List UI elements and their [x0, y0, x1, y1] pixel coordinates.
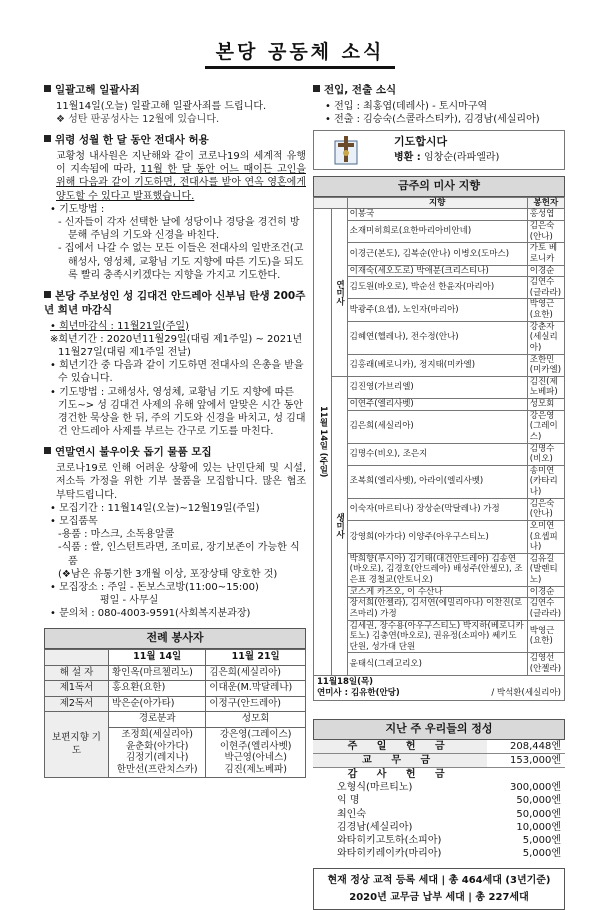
- square-bullet-icon: [44, 135, 51, 142]
- offerer-cell: 이경순: [527, 586, 564, 598]
- table-row: [314, 498, 565, 520]
- intention-cell: 이봉국: [347, 209, 527, 221]
- intention-cell: 윤태식(그레고리오): [347, 653, 527, 675]
- table-row: [314, 520, 565, 553]
- section-title: 전입, 전출 소식: [324, 84, 397, 96]
- list-subitem: - 신자들이 각자 선택한 날에 성당이나 경당을 경건히 방문해 주님의 기도와 신경을 바친다.: [58, 217, 300, 242]
- table-row: 와타히키고토하(소피아) 5,000엔: [337, 834, 561, 846]
- intention-cell: 이연주(엘리사벳): [347, 399, 527, 411]
- table-row: [314, 221, 565, 243]
- table-row: [314, 465, 565, 498]
- left-column: [44, 84, 306, 778]
- table-row: 해 설 자 황인옥(마르첼리노) 김은희(세실리아): [45, 665, 306, 681]
- offerer-cell: 이경순: [527, 265, 564, 277]
- square-bullet-icon: [44, 447, 51, 454]
- table-row: 감 사 헌 금: [313, 767, 565, 781]
- intention-cell: 코스게 카즈오, 이 수산나: [347, 586, 527, 598]
- offerer-cell: 조한민(미카엘): [527, 354, 564, 376]
- list-item: • 기도방법 : 고해성사, 영성체, 교황님 기도 지향에 따른 기도~> 성 김대건 사제의 유해 앞에서 알맞은 시간 동안 경건한 묵상을 한 뒤, 주의 기도와 신경을 바치고, 성 김대건 안드레아 사제를 부르는 간구로 기도를 마친다.: [50, 386, 306, 438]
- intention-cell: 이숙자(마르티나) 장상순(막달레나) 가정: [347, 498, 527, 520]
- section-indulgence: [44, 134, 306, 282]
- table-row: 김경남(세실리아) 10,000엔: [337, 821, 561, 833]
- offerer-cell: 오미연(요셉피나): [527, 520, 564, 553]
- intention-cell: 김혜연(헬레나), 전수정(안나): [347, 321, 527, 354]
- section-donation: [44, 446, 306, 620]
- liturgy-servers-box: [44, 628, 306, 778]
- offerer-cell: 김연수(글라라): [527, 277, 564, 299]
- intention-cell: 장서희(안젤라), 김서연(에밀리아나) 이찬진(로즈마리) 가정: [347, 598, 527, 620]
- list-item: • 기도방법 :: [50, 203, 105, 215]
- offerer-cell: 홍성엽: [527, 209, 564, 221]
- offering-box: [313, 719, 565, 860]
- page-title: 본당 공동체 소식: [215, 41, 385, 63]
- table-row: [314, 277, 565, 299]
- offerer-cell: 송미연(카타리나): [527, 465, 564, 498]
- section-line: ❖ 성탄 판공성사는 12월에 있습니다.: [56, 114, 220, 126]
- offerer-cell: 김진(제노베파): [527, 376, 564, 398]
- offerer-cell: 김은숙(안나): [527, 498, 564, 520]
- table-row: [314, 209, 565, 221]
- square-bullet-icon: [44, 85, 51, 92]
- offerer-cell: 강춘자(세실리아): [527, 321, 564, 354]
- intention-cell: 이경근(본도), 김복순(안나) 이병오(도마스): [347, 243, 527, 265]
- transfer-out: • 전출 : 김승숙(스콜라스티카), 김경남(세실리아): [325, 114, 540, 126]
- section-title: 일괄고해 일괄사죄: [55, 84, 140, 96]
- table-row: [314, 410, 565, 443]
- prayer-title: 기도합시다: [394, 135, 448, 149]
- table-row: [314, 598, 565, 620]
- table-row: [314, 399, 565, 411]
- list-item: ※희년기간 : 2020년11월29일(대림 제1주일) ~ 2021년11월27일(대림 제1주일 전날): [50, 333, 303, 359]
- offerer-cell: 김유길(발렌티노): [527, 553, 564, 586]
- cross-icon: [334, 135, 358, 165]
- mass-intentions-box: [313, 176, 565, 701]
- offerer-cell: 성모회: [527, 399, 564, 411]
- mass-table: [313, 197, 565, 676]
- box-title: 지난 주 우리들의 정성: [313, 719, 565, 740]
- intention-cell: 김진영(가브리엘): [347, 376, 527, 398]
- intention-cell: 김세권, 장수용(아우구스티노) 박지하(베로니카토노) 김충연(바오로), 권유정(소피아) 쎄키도 단원, 성가대 단원: [347, 620, 527, 653]
- table-row: 오형식(마르티노) 300,000엔: [337, 782, 561, 794]
- offerer-cell: 가토 베로니카: [527, 243, 564, 265]
- mass-footer: 11월18일(목) 연미사 : 김유한(안당) / 박석환(세실리아): [313, 676, 565, 701]
- section-paragraph: 교황청 내사원은 지난해와 같이 코로나19의 세계적 유행이 지속됨에 따라, 11월 한 달 동안 어느 때이든 고인을 위해 다음과 같이 기도하면, 전대사를 받아 연옥 영혼에게 양도할 수 있다고 발표했습니다.: [56, 151, 306, 202]
- table-row: [314, 321, 565, 354]
- table-row: [314, 376, 565, 398]
- table-row: [314, 299, 565, 321]
- list-item: • 모집품목: [50, 515, 98, 527]
- transfer-in: • 전입 : 최홍엽(데레사) - 토시마구역: [325, 100, 488, 112]
- offerer-cell: 강은영(그레이스): [527, 410, 564, 443]
- list-subitem: - 집에서 나갈 수 없는 모든 이들은 전대사의 일반조건(고해성사, 영성체, 교황님 기도 지향에 따른 기도)을 되도록 빨리 충족시키겠다는 지향을 가지고 기도한다.: [58, 243, 304, 281]
- mass-group: 연미사: [332, 209, 348, 376]
- box-title: 전례 봉사자: [44, 628, 306, 649]
- table-row: [314, 354, 565, 376]
- section-jubilee: [44, 290, 306, 438]
- offering-table: [313, 740, 565, 861]
- table-row: [314, 243, 565, 265]
- table-row: 와타히키레이카(마리아) 5,000엔: [337, 848, 561, 860]
- table-row: 교 무 금 153,000엔: [313, 753, 565, 767]
- table-row: [314, 443, 565, 465]
- intention-cell: 소재미히희로(요한마리아비안네): [347, 221, 527, 243]
- servers-table: [44, 649, 306, 778]
- list-item: • 희년기간 중 다음과 같이 기도하면 전대사의 은총을 받을 수 있습니다.: [50, 360, 304, 385]
- offerer-cell: 박영근(요한): [527, 620, 564, 653]
- table-row: 제2독서 박은순(아가타) 이정구(안드레아): [45, 696, 306, 712]
- list-item: • 모집기간 : 11월14일(오늘)~12월19일(주일): [50, 502, 260, 514]
- section-line: 11월14일(오늘) 일괄고해 일괄사죄를 드립니다.: [56, 100, 267, 112]
- section-title: 위령 성월 한 달 동안 전대사 허용: [55, 134, 209, 147]
- table-row: 보편지향 기 도 경로분과 성모회: [45, 712, 306, 728]
- table-row: 제1독서 홍요환(요한) 이대운(M.막달레나): [45, 681, 306, 697]
- section-confession: [44, 84, 306, 126]
- offerer-cell: 김명수(비오): [527, 443, 564, 465]
- intention-cell: 강영희(아가다) 이양주(아우구스티노): [347, 520, 527, 553]
- intention-cell: 박희향(루시아) 김기태(대건안드레아) 김송연(바오로), 김경호(안드레아) 배성주(안셀모), 조은표 경철교(안토니오): [347, 553, 527, 586]
- table-row: 조정희(세실리아) 윤춘화(아가다) 김정기(레지나) 한만선(프란치스카) 강은영(그레이스) 이현주(엘리사벳) 박근영(아네스) 김진(제노베파): [45, 727, 306, 778]
- table-row: [314, 553, 565, 586]
- table-row: 익 명 50,000엔: [337, 795, 561, 807]
- prayer-box: [313, 130, 565, 170]
- offerer-cell: 박영근(요한): [527, 299, 564, 321]
- square-bullet-icon: [313, 85, 320, 92]
- offerer-cell: 김영선(안젤라): [527, 653, 564, 675]
- intention-cell: 조복희(엘리사벳), 아라이(엘리사벳): [347, 465, 527, 498]
- intention-cell: 이재숙(세오도로) 박애분(크리스티나): [347, 265, 527, 277]
- mass-date: 11월 14일 (주일): [314, 209, 332, 675]
- square-bullet-icon: [44, 291, 51, 298]
- section-title: 연말연시 불우이웃 돕기 물품 모집: [55, 446, 212, 459]
- table-row: [314, 620, 565, 653]
- table-row: 주 일 헌 금 208,448엔: [313, 740, 565, 754]
- offerer-cell: 김연수(글라라): [527, 598, 564, 620]
- list-subitem: (❖남은 유통기한 3개월 이상, 포장상태 양호한 것): [58, 568, 278, 580]
- list-item: • 희년마감식 : 11월21일(주일): [50, 320, 189, 332]
- box-title: 금주의 미사 지향: [313, 176, 565, 197]
- table-row: [314, 586, 565, 598]
- table-row: [314, 653, 565, 675]
- list-item: • 문의처 : 080-4003-9591(사회복지분과장): [50, 608, 251, 620]
- offerer-cell: 김은숙(안나): [527, 221, 564, 243]
- section-paragraph: 코로나19로 인해 어려운 상황에 있는 난민단체 및 시설, 저소득 가정을 위한 기부 물품을 모집합니다. 많은 협조 부탁드립니다.: [56, 463, 306, 501]
- table-row: 최인숙 50,000엔: [337, 808, 561, 820]
- intention-cell: 김명수(비오), 조은지: [347, 443, 527, 465]
- column-header: 봉헌자: [527, 197, 564, 209]
- intention-cell: 김홍래(베로니카), 정지태(미카엘): [347, 354, 527, 376]
- intention-cell: 박광주(요셉), 노인자(마리아): [347, 299, 527, 321]
- list-subitem: 평일 - 사무실: [100, 595, 159, 607]
- column-header: 11월 14일: [109, 650, 206, 666]
- section-transfer: [313, 84, 565, 126]
- right-column: [313, 84, 565, 910]
- title-underline: [205, 66, 395, 69]
- mass-group: 생미사: [332, 376, 348, 675]
- column-header: 11월 21일: [206, 650, 306, 666]
- prayer-sick: 병환 : 임창순(라파엘라): [394, 152, 500, 164]
- registration-stats: 현재 정상 교적 등록 세대 | 총 464세대 (3년기준) 2020년 교무금 납부 세대 | 총 227세대: [313, 868, 565, 910]
- intention-cell: 김도원(바오로), 박순선 한윤자(마리아): [347, 277, 527, 299]
- column-header: 지향: [347, 197, 527, 209]
- table-row: [314, 265, 565, 277]
- intention-cell: 김은희(세실리아): [347, 410, 527, 443]
- list-subitem: -용품 : 마스크, 소독용알콜: [58, 529, 175, 541]
- list-item: • 모집장소 : 주일 - 돈보스코방(11:00~15:00): [50, 581, 259, 593]
- list-subitem: -식품 : 쌀, 인스턴트라면, 조미료, 장기보존이 가능한 식품: [58, 542, 300, 567]
- section-title: 본당 주보성인 성 김대건 안드레아 신부님 탄생 200주년 희년 마감식: [44, 289, 306, 316]
